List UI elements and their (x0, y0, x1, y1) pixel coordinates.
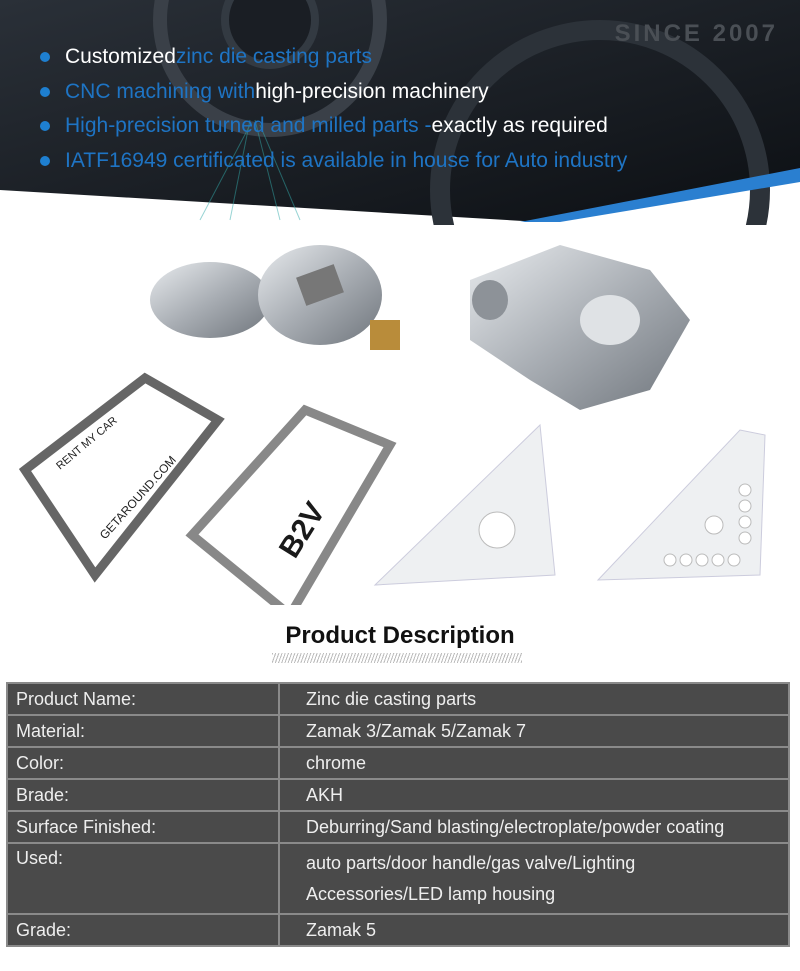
spec-label: Brade: (7, 779, 279, 811)
product-photos (0, 225, 800, 605)
table-row (7, 914, 789, 946)
feature-item (40, 109, 627, 144)
spec-value: chrome (279, 747, 789, 779)
valve-body-photo (470, 245, 690, 410)
feature-text: high-precision machinery (255, 79, 489, 103)
feature-text: exactly as required (431, 114, 608, 138)
triangle-plate-1 (375, 425, 555, 585)
feature-highlight: zinc die casting parts (175, 45, 372, 69)
feature-item (40, 40, 627, 75)
spec-label: Material: (7, 715, 279, 747)
title-underline-decoration (272, 653, 522, 663)
bullet-icon (40, 52, 50, 62)
since-2007-label: SINCE 2007 (614, 20, 778, 47)
bullet-icon (40, 156, 50, 166)
spec-value: Zamak 3/Zamak 5/Zamak 7 (279, 715, 789, 747)
spec-value-line: auto parts/door handle/gas valve/Lighting (306, 853, 636, 873)
feature-item (40, 75, 627, 110)
table-row (7, 843, 789, 914)
die-cast-housing-photo (150, 245, 400, 350)
spec-value: Deburring/Sand blasting/electroplate/powder coating (279, 811, 789, 843)
svg-text:B2V: B2V (272, 496, 332, 564)
bullet-icon (40, 121, 50, 131)
feature-highlight: High-precision turned and milled parts - (65, 114, 432, 138)
license-plate-frame-1 (25, 378, 218, 575)
table-row (7, 811, 789, 843)
feature-text: Customized (65, 45, 176, 69)
spec-value-line: Accessories/LED lamp housing (306, 884, 556, 904)
feature-highlight: CNC machining with (65, 79, 256, 103)
table-row (7, 683, 789, 715)
triangle-plate-2 (598, 430, 765, 580)
spec-table (6, 682, 790, 947)
feature-item (40, 144, 627, 179)
table-row (7, 747, 789, 779)
spec-label: Surface Finished: (7, 811, 279, 843)
spec-label: Grade: (7, 914, 279, 946)
table-row (7, 779, 789, 811)
spec-label: Used: (7, 843, 279, 914)
feature-highlight: IATF16949 certificated is available in house for Auto industry (65, 148, 628, 172)
license-plate-frame-2 (192, 410, 390, 605)
section-title: Product Description (285, 622, 515, 649)
spec-label: Product Name: (7, 683, 279, 715)
svg-text:GETAROUND.COM: GETAROUND.COM (96, 453, 179, 543)
spec-value: Zinc die casting parts (279, 683, 789, 715)
spec-value: Zamak 5 (279, 914, 789, 946)
table-row (7, 715, 789, 747)
bullet-icon (40, 87, 50, 97)
hero-banner (0, 0, 800, 225)
spec-label: Color: (7, 747, 279, 779)
svg-text:RENT MY CAR: RENT MY CAR (54, 414, 120, 473)
spec-value: AKH (279, 779, 789, 811)
feature-list (40, 40, 627, 178)
spec-value (279, 843, 789, 914)
